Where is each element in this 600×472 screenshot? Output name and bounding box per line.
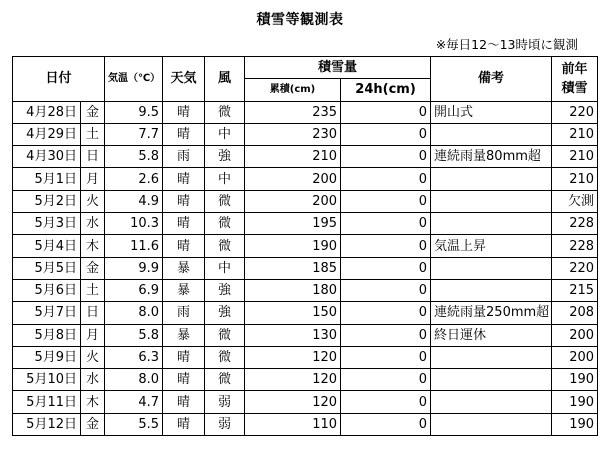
date-cell: 5月3日 [13, 213, 81, 235]
snow-24h-cell: 0 [341, 213, 431, 235]
wind-cell: 微 [205, 324, 245, 346]
weekday-cell: 火 [81, 190, 105, 212]
table-row [13, 190, 598, 212]
observation-note: ※毎日12～13時頃に観測 [435, 37, 578, 52]
weather-cell: 晴 [163, 190, 205, 212]
weekday-cell: 金 [81, 413, 105, 435]
snow-24h-cell: 0 [341, 235, 431, 257]
page-title: 積雪等観測表 [256, 12, 344, 28]
wind-cell: 中 [205, 123, 245, 145]
table-row [13, 146, 598, 168]
snow-24h-cell: 0 [341, 190, 431, 212]
snow-24h-cell: 0 [341, 324, 431, 346]
snow-total-cell: 200 [245, 168, 341, 190]
temperature-cell: 7.7 [105, 123, 163, 145]
temperature-cell: 4.7 [105, 391, 163, 413]
wind-cell: 微 [205, 235, 245, 257]
remark-cell [431, 190, 552, 212]
weather-cell: 雨 [163, 146, 205, 168]
wind-cell: 中 [205, 168, 245, 190]
weather-cell: 晴 [163, 369, 205, 391]
previous-year-cell: 210 [552, 123, 598, 145]
wind-cell: 微 [205, 369, 245, 391]
wind-cell: 微 [205, 346, 245, 368]
wind-cell: 強 [205, 146, 245, 168]
previous-year-cell: 228 [552, 213, 598, 235]
table-row [13, 324, 598, 346]
weather-cell: 晴 [163, 391, 205, 413]
snow-total-cell: 190 [245, 235, 341, 257]
date-cell: 5月8日 [13, 324, 81, 346]
date-cell: 5月2日 [13, 190, 81, 212]
wind-cell: 微 [205, 190, 245, 212]
remark-cell [431, 391, 552, 413]
date-cell: 5月6日 [13, 279, 81, 301]
wind-cell: 強 [205, 279, 245, 301]
table-row [13, 123, 598, 145]
remark-cell: 気温上昇 [431, 235, 552, 257]
weekday-cell: 月 [81, 324, 105, 346]
temperature-cell: 5.8 [105, 324, 163, 346]
date-cell: 5月9日 [13, 346, 81, 368]
weather-cell: 暴 [163, 279, 205, 301]
header-weather: 天気 [163, 57, 205, 102]
table-body [13, 101, 598, 435]
date-cell: 4月29日 [13, 123, 81, 145]
date-cell: 4月30日 [13, 146, 81, 168]
remark-cell [431, 257, 552, 279]
weekday-cell: 日 [81, 302, 105, 324]
previous-year-cell: 190 [552, 413, 598, 435]
temperature-cell: 9.5 [105, 101, 163, 123]
table-row [13, 279, 598, 301]
snow-total-cell: 130 [245, 324, 341, 346]
snow-24h-cell: 0 [341, 279, 431, 301]
header-previous-year-snow [552, 57, 598, 102]
weather-cell: 暴 [163, 324, 205, 346]
table-row [13, 101, 598, 123]
table-row [13, 302, 598, 324]
weekday-cell: 金 [81, 257, 105, 279]
date-cell: 5月12日 [13, 413, 81, 435]
remark-cell: 開山式 [431, 101, 552, 123]
remark-cell [431, 123, 552, 145]
snow-total-cell: 210 [245, 146, 341, 168]
weekday-cell: 木 [81, 391, 105, 413]
weather-cell: 晴 [163, 101, 205, 123]
header-snow-24h: 24h(cm) [341, 79, 431, 101]
snow-observation-table [12, 56, 598, 436]
weekday-cell: 月 [81, 168, 105, 190]
weather-cell: 暴 [163, 257, 205, 279]
previous-year-cell: 190 [552, 369, 598, 391]
wind-cell: 弱 [205, 413, 245, 435]
snow-total-cell: 120 [245, 391, 341, 413]
date-cell: 4月28日 [13, 101, 81, 123]
temperature-cell: 9.9 [105, 257, 163, 279]
snow-24h-cell: 0 [341, 391, 431, 413]
snow-total-cell: 195 [245, 213, 341, 235]
remark-cell: 連続雨量80mm超 [431, 146, 552, 168]
header-temperature: 気温（℃） [105, 57, 163, 102]
weather-cell: 晴 [163, 346, 205, 368]
table-row [13, 257, 598, 279]
remark-cell [431, 168, 552, 190]
weekday-cell: 水 [81, 213, 105, 235]
table-row [13, 213, 598, 235]
weather-cell: 晴 [163, 168, 205, 190]
wind-cell: 中 [205, 257, 245, 279]
table-row [13, 346, 598, 368]
temperature-cell: 2.6 [105, 168, 163, 190]
header-date: 日付 [13, 57, 105, 102]
previous-year-cell: 210 [552, 168, 598, 190]
previous-year-cell: 200 [552, 324, 598, 346]
temperature-cell: 5.8 [105, 146, 163, 168]
snow-total-cell: 235 [245, 101, 341, 123]
date-cell: 5月10日 [13, 369, 81, 391]
weekday-cell: 土 [81, 123, 105, 145]
snow-total-cell: 120 [245, 369, 341, 391]
date-cell: 5月4日 [13, 235, 81, 257]
snow-24h-cell: 0 [341, 346, 431, 368]
previous-year-cell: 208 [552, 302, 598, 324]
snow-total-cell: 120 [245, 346, 341, 368]
snow-24h-cell: 0 [341, 257, 431, 279]
header-prev-line2: 積雪 [561, 80, 588, 96]
snow-24h-cell: 0 [341, 146, 431, 168]
snow-total-cell: 200 [245, 190, 341, 212]
previous-year-cell: 210 [552, 146, 598, 168]
temperature-cell: 4.9 [105, 190, 163, 212]
snow-total-cell: 150 [245, 302, 341, 324]
temperature-cell: 8.0 [105, 302, 163, 324]
weather-cell: 晴 [163, 123, 205, 145]
temperature-cell: 6.3 [105, 346, 163, 368]
remark-cell: 連続雨量250mm超 [431, 302, 552, 324]
previous-year-cell: 220 [552, 101, 598, 123]
date-cell: 5月11日 [13, 391, 81, 413]
weekday-cell: 土 [81, 279, 105, 301]
table-row [13, 413, 598, 435]
weather-cell: 晴 [163, 413, 205, 435]
table-row [13, 235, 598, 257]
snow-total-cell: 185 [245, 257, 341, 279]
weekday-cell: 日 [81, 146, 105, 168]
date-cell: 5月5日 [13, 257, 81, 279]
table-row [13, 369, 598, 391]
snow-24h-cell: 0 [341, 168, 431, 190]
remark-cell [431, 213, 552, 235]
snow-24h-cell: 0 [341, 369, 431, 391]
weather-cell: 晴 [163, 235, 205, 257]
previous-year-cell: 228 [552, 235, 598, 257]
weekday-cell: 火 [81, 346, 105, 368]
header-remarks: 備考 [431, 57, 552, 102]
snow-24h-cell: 0 [341, 123, 431, 145]
weekday-cell: 水 [81, 369, 105, 391]
weekday-cell: 木 [81, 235, 105, 257]
remark-cell [431, 413, 552, 435]
snow-total-cell: 230 [245, 123, 341, 145]
wind-cell: 強 [205, 302, 245, 324]
remark-cell [431, 279, 552, 301]
header-snow-total: 累積(cm) [245, 79, 341, 101]
wind-cell: 弱 [205, 391, 245, 413]
date-cell: 5月1日 [13, 168, 81, 190]
remark-cell: 終日運休 [431, 324, 552, 346]
header-wind: 風 [205, 57, 245, 102]
previous-year-cell: 215 [552, 279, 598, 301]
snow-total-cell: 180 [245, 279, 341, 301]
date-cell: 5月7日 [13, 302, 81, 324]
remark-cell [431, 369, 552, 391]
previous-year-cell: 欠測 [552, 190, 598, 212]
snow-24h-cell: 0 [341, 302, 431, 324]
weekday-cell: 金 [81, 101, 105, 123]
previous-year-cell: 200 [552, 346, 598, 368]
temperature-cell: 6.9 [105, 279, 163, 301]
table-row [13, 391, 598, 413]
wind-cell: 微 [205, 101, 245, 123]
weather-cell: 晴 [163, 213, 205, 235]
previous-year-cell: 220 [552, 257, 598, 279]
temperature-cell: 8.0 [105, 369, 163, 391]
header-prev-line1: 前年 [561, 61, 588, 77]
snow-24h-cell: 0 [341, 101, 431, 123]
snow-total-cell: 110 [245, 413, 341, 435]
weather-cell: 雨 [163, 302, 205, 324]
snow-24h-cell: 0 [341, 413, 431, 435]
temperature-cell: 11.6 [105, 235, 163, 257]
previous-year-cell: 190 [552, 391, 598, 413]
table-row [13, 168, 598, 190]
header-snow-amount: 積雪量 [245, 57, 431, 79]
temperature-cell: 5.5 [105, 413, 163, 435]
wind-cell: 微 [205, 213, 245, 235]
temperature-cell: 10.3 [105, 213, 163, 235]
remark-cell [431, 346, 552, 368]
